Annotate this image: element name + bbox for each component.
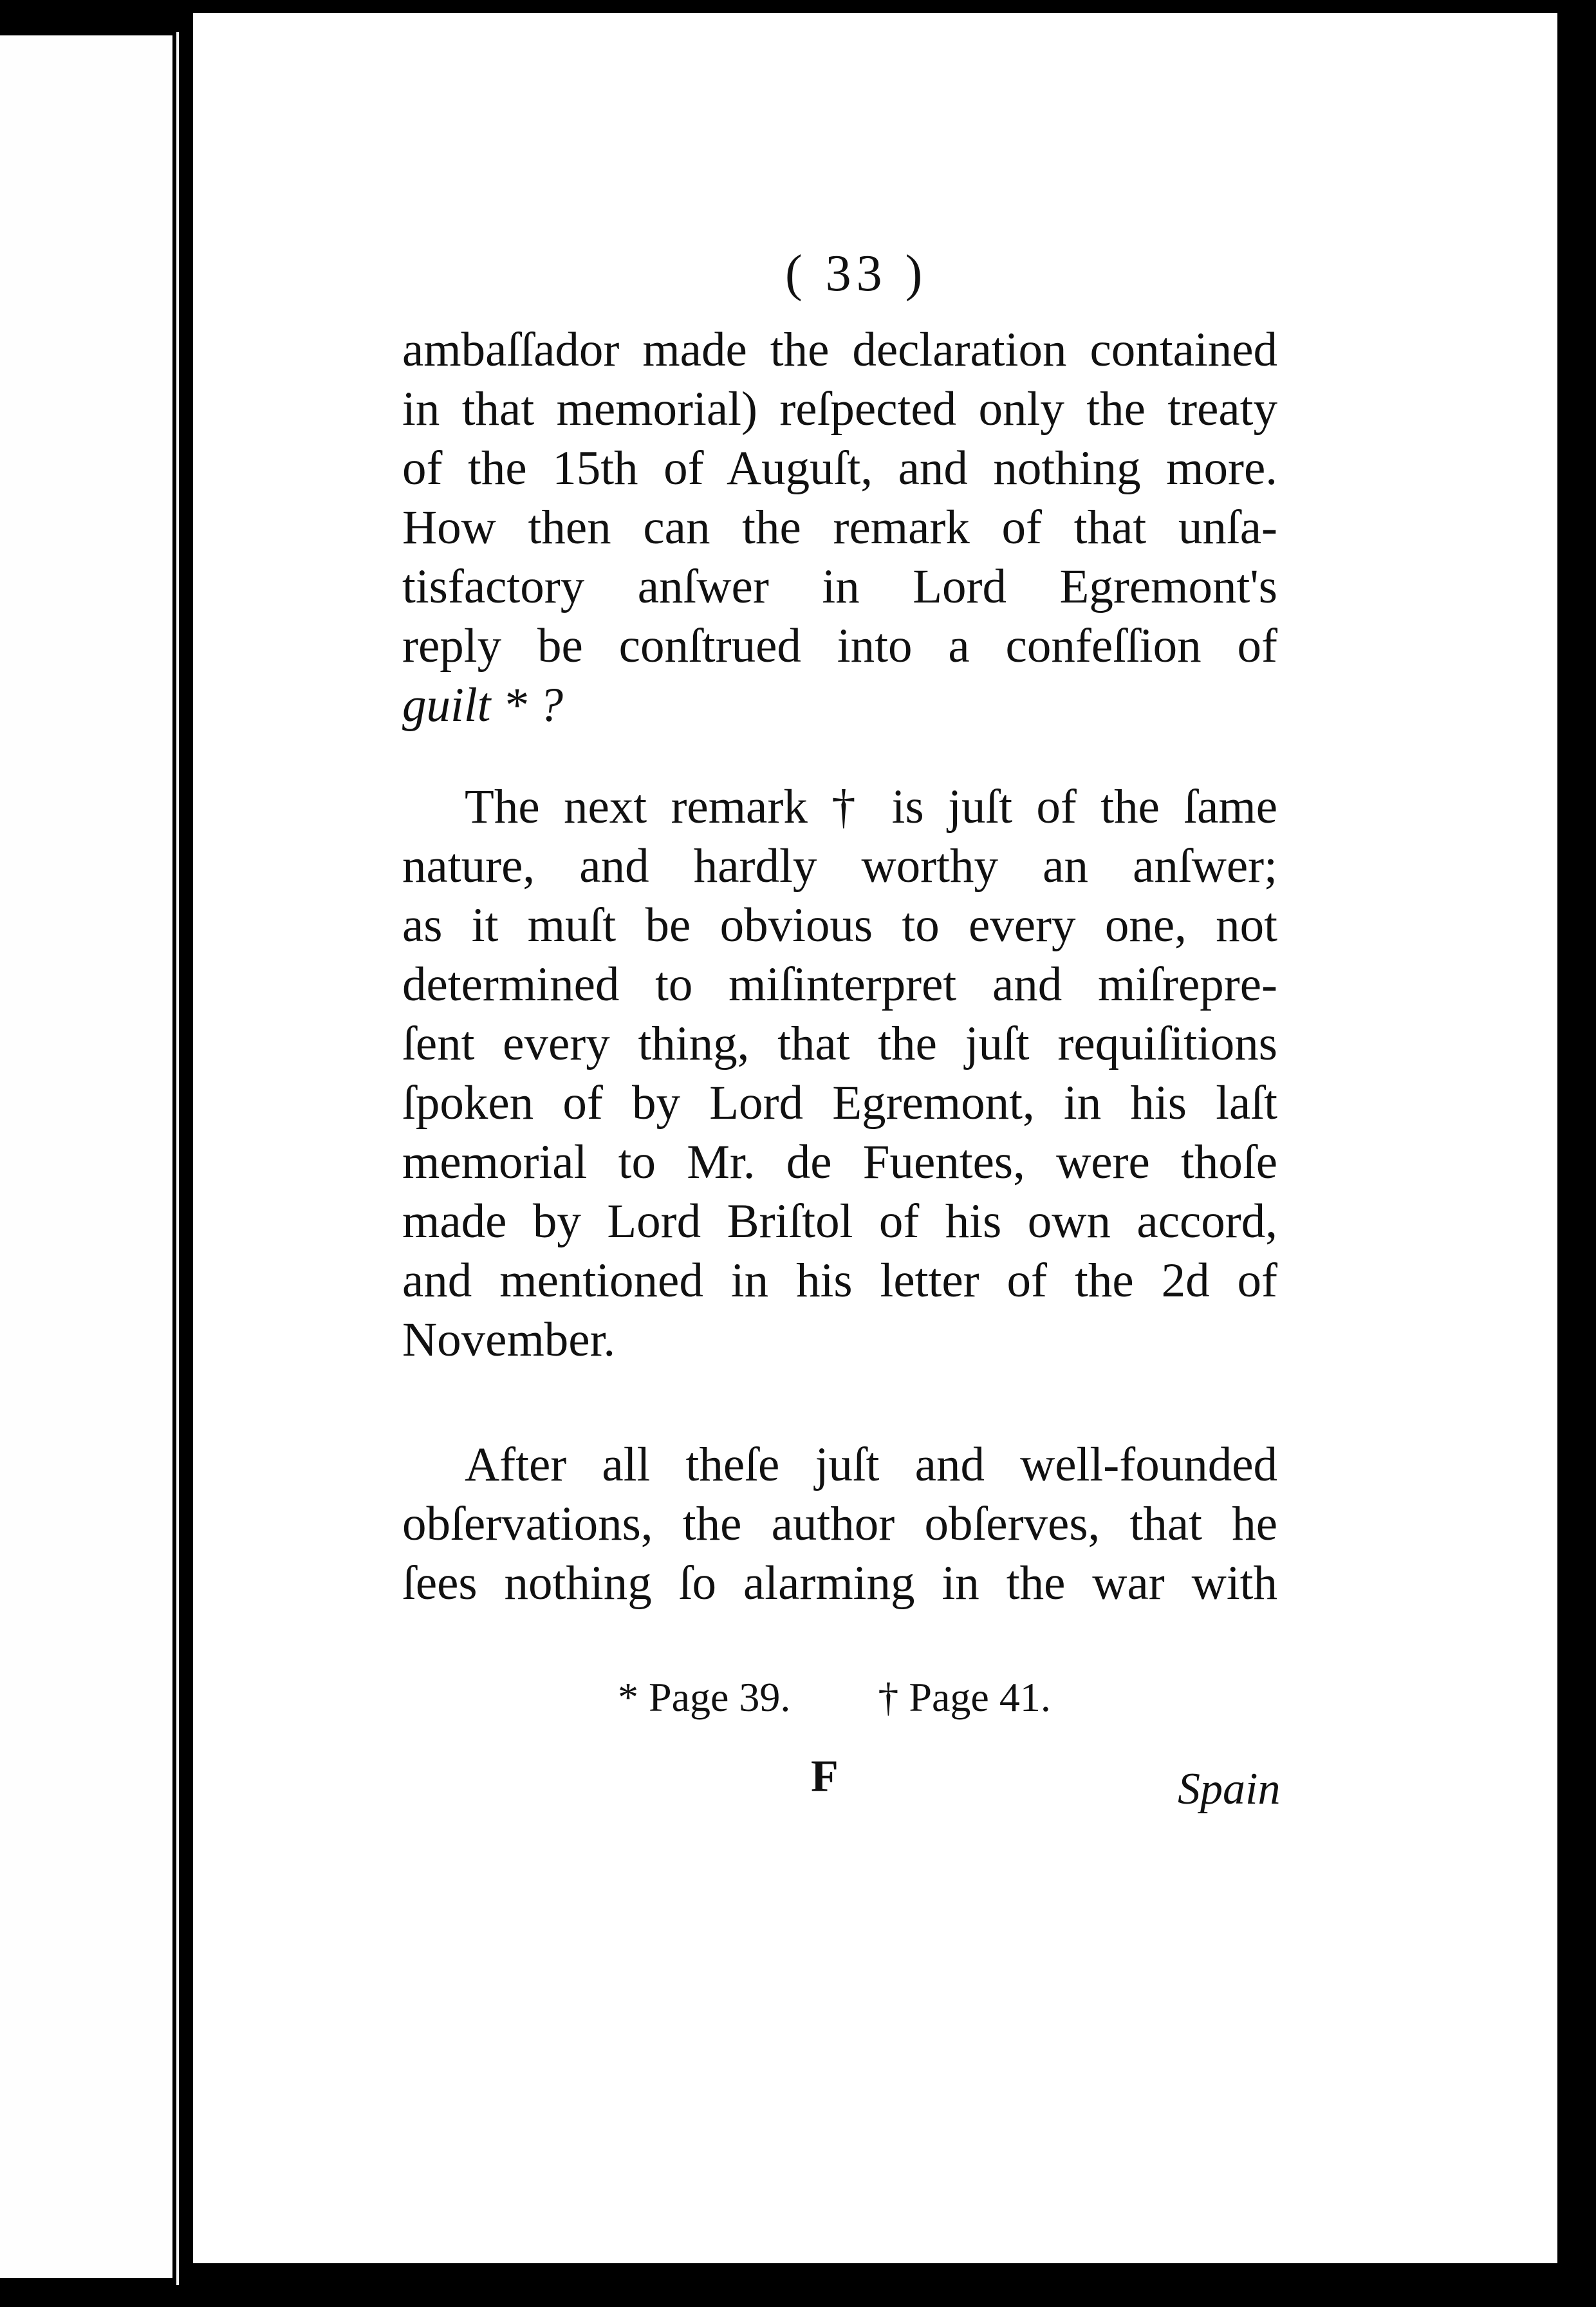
text-line: memorial to Mr. de Fuentes, were thoſe: [402, 1135, 1277, 1189]
text-line: obſervations, the author obſerves, that he: [402, 1497, 1277, 1551]
text-line: of the 15th of Auguſt, and nothing more.: [402, 442, 1277, 495]
text-line: After all theſe juſt and well-founded: [465, 1438, 1277, 1491]
text-line: as it muſt be obvious to every one, not: [402, 899, 1277, 952]
footnotes: [618, 1674, 1128, 1721]
text-line: guilt * ?: [402, 678, 564, 732]
text-line: determined to miſinterpret and miſrepre-: [402, 958, 1277, 1011]
gutter: [176, 32, 179, 2285]
facing-page-edge: [0, 35, 172, 2278]
text-line: ſent every thing, that the juſt requiſitions: [402, 1017, 1277, 1070]
text-line: and mentioned in his letter of the 2d of: [402, 1254, 1277, 1307]
text-line: nature, and hardly worthy an anſwer;: [402, 839, 1277, 893]
text-line: ambaſſador made the declaration contained: [402, 323, 1277, 377]
text-line: ſees nothing ſo alarming in the war with: [402, 1556, 1277, 1610]
footnote: * Page 39.: [618, 1674, 791, 1720]
text-line: November.: [402, 1313, 616, 1367]
text-line: How then can the remark of that unſa-: [402, 501, 1277, 554]
text-line: tisfactory anſwer in Lord Egremont's: [402, 560, 1277, 613]
catchword: Spain: [1178, 1764, 1281, 1814]
text-line: in that memorial) reſpected only the treaty: [402, 382, 1277, 436]
text-line: ſpoken of by Lord Egremont, in his laſt: [402, 1076, 1277, 1130]
page-number: ( 33 ): [785, 245, 928, 302]
signature-mark: F: [811, 1751, 839, 1801]
paragraph-2: [402, 778, 1277, 1370]
paragraph-1: [402, 321, 1277, 735]
text-line: made by Lord Briſtol of his own accord,: [402, 1195, 1277, 1248]
footnote: † Page 41.: [878, 1674, 1051, 1720]
paragraph-3: [402, 1435, 1277, 1613]
text-line: The next remark † is juſt of the ſame: [465, 780, 1277, 834]
text-line: reply be conſtrued into a confeſſion of: [402, 619, 1277, 673]
